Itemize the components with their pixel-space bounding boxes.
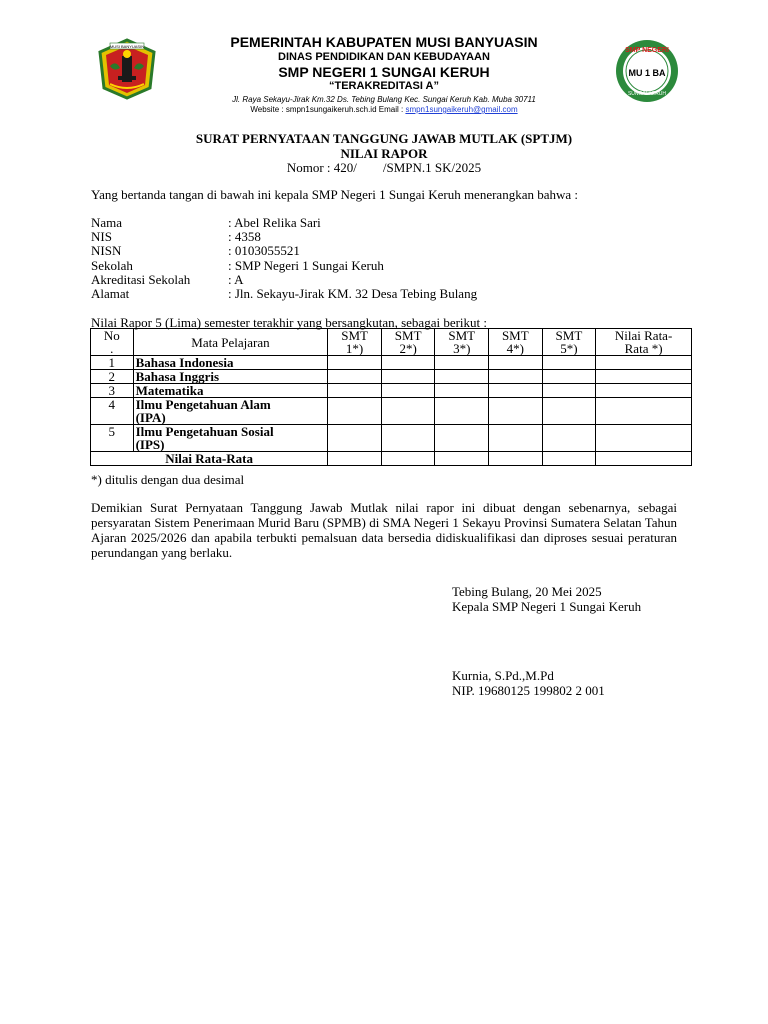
website-text: Website : smpn1sungaikeruh.sch.id Email : xyxy=(250,105,406,114)
identity-value: : Abel Relika Sari xyxy=(228,215,321,230)
identity-label: NISN xyxy=(91,243,122,259)
row-mapel: Ilmu Pengetahuan Sosial (IPS) xyxy=(133,425,328,452)
row-mapel: Bahasa Inggris xyxy=(133,370,328,384)
identity-value: : 0103055521 xyxy=(228,243,300,259)
grade-cell[interactable] xyxy=(489,370,543,384)
table-footer-row xyxy=(91,452,692,466)
identity-row-akreditasi xyxy=(91,273,477,287)
header-no: No . xyxy=(91,329,134,356)
identity-label: Sekolah xyxy=(91,257,133,273)
identity-value: : SMP Negeri 1 Sungai Keruh xyxy=(228,257,384,273)
grade-cell[interactable] xyxy=(328,356,382,370)
grade-cell[interactable] xyxy=(489,452,543,466)
identity-row-nama xyxy=(91,216,477,230)
grade-cell[interactable] xyxy=(542,370,596,384)
grade-cell[interactable] xyxy=(328,425,382,452)
table-row xyxy=(91,356,692,370)
table-row xyxy=(91,384,692,398)
grade-cell[interactable] xyxy=(435,370,489,384)
average-cell[interactable] xyxy=(596,370,692,384)
kop-contact xyxy=(180,105,588,115)
school-logo-icon xyxy=(612,38,682,104)
grade-cell[interactable] xyxy=(542,398,596,425)
kop-address: Jl. Raya Sekayu-Jirak Km.32 Ds. Tebing Bulang Kec. Sungai Keruh Kab. Muba 30711 xyxy=(232,95,536,104)
identity-block xyxy=(91,216,477,301)
grade-cell[interactable] xyxy=(489,356,543,370)
header-smt5: SMT 5*) xyxy=(542,329,596,356)
grade-cell[interactable] xyxy=(328,384,382,398)
identity-row-nisn xyxy=(91,244,477,258)
identity-row-nis xyxy=(91,230,477,244)
grade-cell[interactable] xyxy=(381,356,435,370)
grade-cell[interactable] xyxy=(489,425,543,452)
identity-label: Alamat xyxy=(91,286,130,302)
email-link[interactable]: smpn1sungaikeruh@gmail.com xyxy=(405,105,518,114)
grade-cell[interactable] xyxy=(328,370,382,384)
header-smt3: SMT 3*) xyxy=(435,329,489,356)
grade-cell[interactable] xyxy=(435,384,489,398)
grade-cell[interactable] xyxy=(542,356,596,370)
grades-header-row xyxy=(91,329,692,356)
document-subtitle: NILAI RAPOR xyxy=(340,146,428,161)
grade-cell[interactable] xyxy=(381,398,435,425)
kop-line-1: PEMERINTAH KABUPATEN MUSI BANYUASIN xyxy=(230,34,538,50)
signature-name: Kurnia, S.Pd.,M.Pd xyxy=(452,668,554,683)
document-number xyxy=(0,160,768,175)
svg-text:SUNGAI KERUH: SUNGAI KERUH xyxy=(627,91,667,97)
signature-nip: NIP. 19680125 199802 2 001 xyxy=(452,683,605,698)
identity-row-alamat xyxy=(91,287,477,301)
row-no: 2 xyxy=(91,370,134,384)
identity-value: : A xyxy=(228,271,244,287)
header-smt2: SMT 2*) xyxy=(381,329,435,356)
grade-cell[interactable] xyxy=(381,370,435,384)
row-mapel: Bahasa Indonesia xyxy=(133,356,328,370)
grade-cell[interactable] xyxy=(435,425,489,452)
identity-label: Akreditasi Sekolah xyxy=(91,271,191,287)
grade-cell[interactable] xyxy=(542,384,596,398)
identity-label: NIS xyxy=(91,229,112,245)
svg-text:MUSI BANYUASIN: MUSI BANYUASIN xyxy=(109,44,145,49)
grade-cell[interactable] xyxy=(489,398,543,425)
row-mapel: Ilmu Pengetahuan Alam (IPA) xyxy=(133,398,328,425)
grade-cell[interactable] xyxy=(435,356,489,370)
grade-cell[interactable] xyxy=(381,452,435,466)
document-title: SURAT PERNYATAAN TANGGUNG JAWAB MUTLAK (SPTJM) xyxy=(195,131,573,146)
grade-cell[interactable] xyxy=(328,452,382,466)
footer-rata-rata-label: Nilai Rata-Rata xyxy=(91,452,328,466)
row-no: 3 xyxy=(91,384,134,398)
grades-table xyxy=(90,328,692,466)
grade-cell[interactable] xyxy=(381,384,435,398)
grade-cell[interactable] xyxy=(435,452,489,466)
grade-cell[interactable] xyxy=(542,425,596,452)
grade-cell[interactable] xyxy=(435,398,489,425)
header-mapel: Mata Pelajaran xyxy=(133,329,328,356)
signature-position: Kepala SMP Negeri 1 Sungai Keruh xyxy=(452,599,642,614)
average-cell[interactable] xyxy=(596,398,692,425)
average-cell[interactable] xyxy=(596,356,692,370)
nomor-prefix: Nomor : 420/ xyxy=(286,160,357,175)
identity-row-sekolah xyxy=(91,259,477,273)
table-row xyxy=(91,425,692,452)
closing-paragraph: Demikian Surat Pernyataan Tanggung Jawab Mutlak nilai rapor ini dibuat dengan sebenarnya, sebagai persyaratan Sistem Penerimaan Murid Baru (SPMB) di SMA Negeri 1 Sekayu Provinsi Sumatera Selatan Tahun Ajaran 2025/2026 dan apabila terbukti pemalsuan data bersedia didiskualifikasi dan diproses sesuai peraturan perundangan yang berlaku. xyxy=(91,500,677,560)
intro-paragraph: Yang bertanda tangan di bawah ini kepala SMP Negeri 1 Sungai Keruh menerangkan bahwa : xyxy=(91,187,579,202)
grades-intro: Nilai Rapor 5 (Lima) semester terakhir yang bersangkutan, sebagai berikut : xyxy=(91,315,488,330)
identity-value: : Jln. Sekayu-Jirak KM. 32 Desa Tebing Bulang xyxy=(228,286,478,302)
grade-cell[interactable] xyxy=(381,425,435,452)
identity-value: : 4358 xyxy=(228,229,261,245)
row-mapel: Matematika xyxy=(133,384,328,398)
kop-line-2: DINAS PENDIDIKAN DAN KEBUDAYAAN xyxy=(278,51,490,63)
footnote: *) ditulis dengan dua desimal xyxy=(91,472,245,487)
signature-place-date: Tebing Bulang, 20 Mei 2025 xyxy=(452,584,602,599)
svg-text:MU 1 BA: MU 1 BA xyxy=(628,68,666,78)
average-cell[interactable] xyxy=(596,425,692,452)
identity-label: Nama xyxy=(91,215,123,230)
grade-cell[interactable] xyxy=(489,384,543,398)
header-smt1: SMT 1*) xyxy=(328,329,382,356)
kabupaten-logo-icon xyxy=(96,38,158,100)
header-smt4: SMT 4*) xyxy=(489,329,543,356)
svg-text:SMP NEGERI: SMP NEGERI xyxy=(625,47,669,54)
grade-cell[interactable] xyxy=(542,452,596,466)
kop-line-3: SMP NEGERI 1 SUNGAI KERUH xyxy=(278,64,490,80)
header-rata-rata: Nilai Rata- Rata *) xyxy=(596,329,692,356)
average-cell[interactable] xyxy=(596,384,692,398)
average-cell[interactable] xyxy=(596,452,692,466)
kop-line-4: “TERAKREDITASI A” xyxy=(329,80,439,92)
nomor-suffix: /SMPN.1 SK/2025 xyxy=(382,160,482,175)
table-row xyxy=(91,398,692,425)
table-row xyxy=(91,370,692,384)
row-no: 1 xyxy=(91,356,134,370)
grade-cell[interactable] xyxy=(328,398,382,425)
row-no: 5 xyxy=(91,425,134,452)
letterhead xyxy=(0,0,768,120)
row-no: 4 xyxy=(91,398,134,425)
